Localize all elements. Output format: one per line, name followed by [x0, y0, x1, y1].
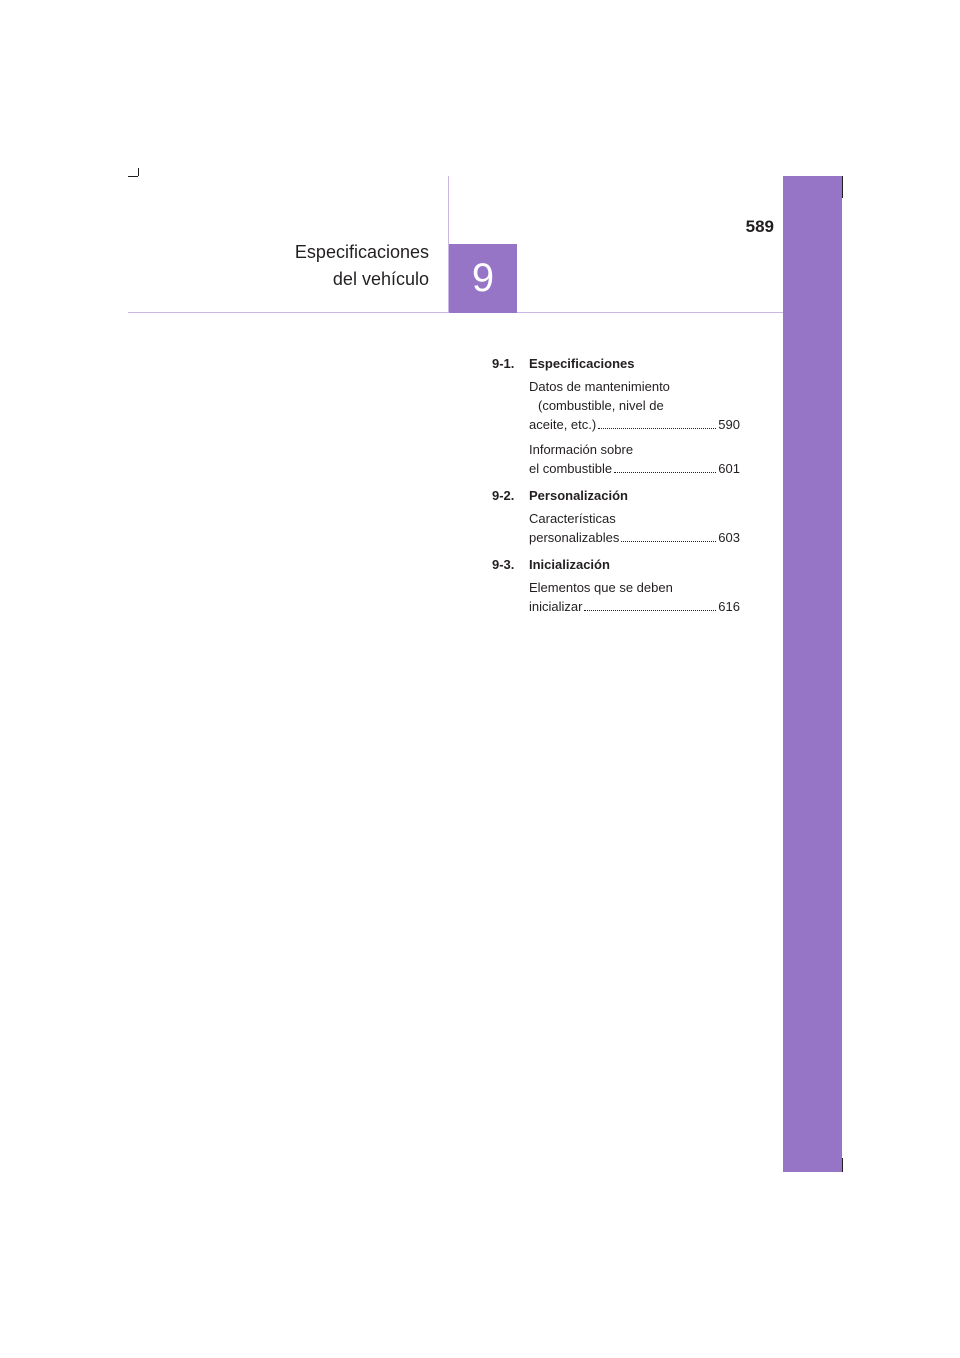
crop-mark-bottom-right	[842, 1158, 843, 1172]
entry-page: 603	[718, 530, 740, 545]
entry-text-line: Datos de mantenimiento	[529, 379, 670, 394]
entry-text-line: Información sobre	[529, 442, 634, 457]
entry-page: 601	[718, 461, 740, 476]
entry-last-line	[529, 528, 740, 547]
crop-mark-top-left	[138, 168, 139, 176]
entry-text: personalizables	[529, 530, 620, 545]
section-heading	[492, 354, 740, 374]
section-heading	[492, 555, 740, 575]
dot-leader	[598, 428, 716, 429]
toc-section-9-2	[492, 486, 740, 547]
table-of-contents	[492, 354, 740, 624]
page-number: 589	[745, 217, 774, 236]
entry-text-line: Características	[529, 511, 616, 526]
entry-last-line	[529, 459, 740, 478]
section-number: 9-2.	[492, 488, 515, 503]
toc-section-9-3	[492, 555, 740, 616]
crop-mark-top-right	[842, 176, 843, 198]
entry-last-line	[529, 597, 740, 616]
section-title: Inicialización	[529, 557, 610, 572]
chapter-title	[295, 239, 429, 293]
toc-entry[interactable]	[529, 578, 740, 616]
entry-page: 590	[718, 417, 740, 432]
entry-last-line	[529, 415, 740, 434]
entry-text: inicializar	[529, 599, 583, 614]
chapter-title-line-1: Especificaciones	[294, 242, 429, 262]
section-number: 9-1.	[492, 356, 515, 371]
toc-entry[interactable]	[529, 377, 740, 434]
dot-leader	[584, 610, 716, 611]
section-title: Personalización	[529, 488, 628, 503]
chapter-number-box: 9	[449, 244, 517, 313]
section-heading	[492, 486, 740, 506]
side-tab	[783, 176, 842, 1172]
entry-text-line: Elementos que se deben	[529, 580, 673, 595]
toc-section-9-1	[492, 354, 740, 478]
entry-text-line: (combustible, nivel de	[538, 398, 664, 413]
entry-text: aceite, etc.)	[529, 417, 597, 432]
section-number: 9-3.	[492, 557, 515, 572]
entry-text: el combustible	[529, 461, 613, 476]
crop-mark-top-left	[128, 176, 138, 177]
toc-entry[interactable]	[529, 440, 740, 478]
dot-leader	[614, 472, 716, 473]
entry-page: 616	[718, 599, 740, 614]
toc-entry[interactable]	[529, 509, 740, 547]
dot-leader	[621, 541, 716, 542]
section-title: Especificaciones	[529, 356, 635, 371]
chapter-title-line-2: del vehículo	[332, 269, 429, 289]
